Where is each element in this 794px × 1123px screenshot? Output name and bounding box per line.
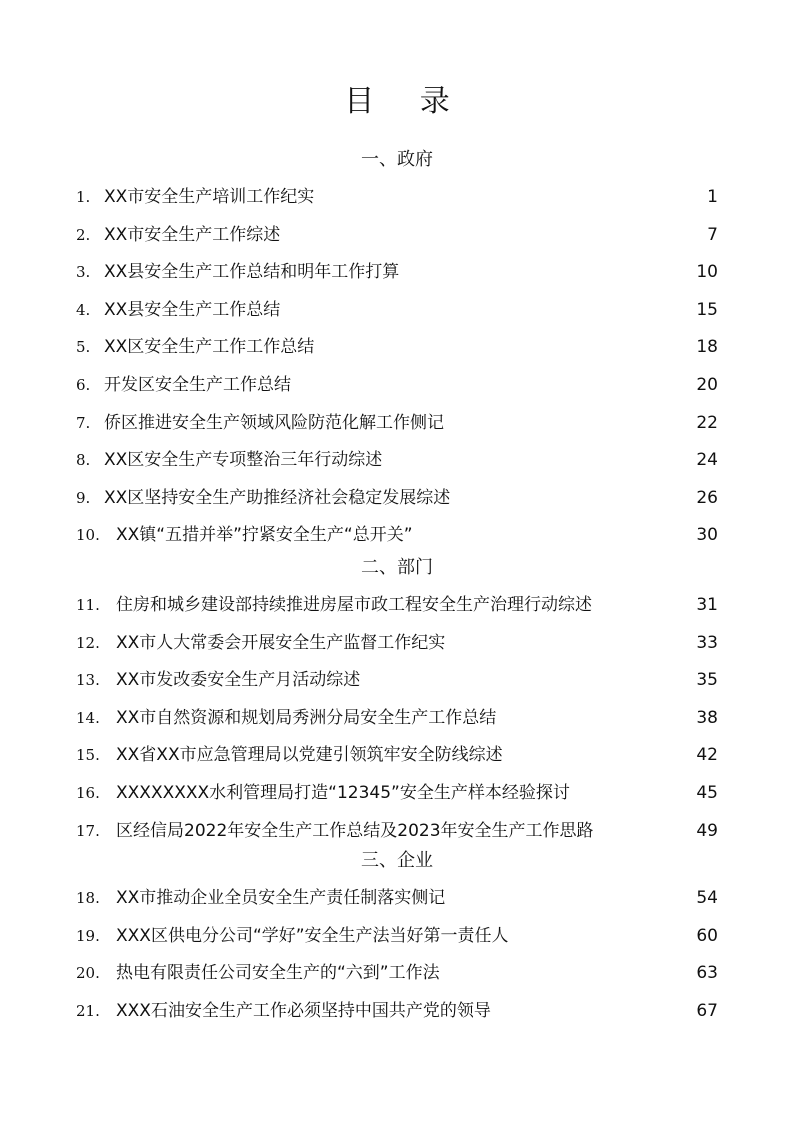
toc-entry[interactable] [76, 522, 720, 548]
entry-page-number: 1 [707, 187, 718, 207]
entry-title: XX县安全生产工作总结和明年工作打算 [104, 262, 400, 283]
entry-number: 12. [76, 633, 100, 652]
entry-page-number: 54 [696, 888, 718, 908]
toc-entry[interactable] [76, 885, 720, 911]
toc-entry[interactable] [76, 334, 720, 360]
entry-number: 15. [76, 746, 100, 765]
toc-entry[interactable] [76, 184, 720, 210]
entry-title: XXXXXXXX水利管理局打造“12345”安全生产样本经验探讨 [116, 783, 570, 803]
entry-page-number: 67 [696, 1000, 718, 1021]
entry-page-number: 24 [696, 450, 718, 471]
entry-title: XX省XX市应急管理局以党建引领筑牢安全防线综述 [116, 745, 503, 766]
entry-page-number: 63 [696, 963, 718, 984]
toc-entry[interactable] [76, 259, 720, 285]
entry-page-number: 30 [696, 525, 718, 546]
entry-page-number: 38 [696, 707, 718, 728]
entry-title: XX市发改委安全生产月活动综述 [116, 670, 361, 691]
entry-title: XX区安全生产工作工作总结 [104, 337, 315, 358]
toc-entry[interactable] [76, 705, 720, 731]
entry-title: XX市人大常委会开展安全生产监督工作纪实 [116, 632, 446, 653]
entry-number: 1. [76, 188, 91, 206]
entry-page-number: 22 [696, 412, 718, 433]
toc-entry[interactable] [76, 447, 720, 473]
toc-entry[interactable] [76, 923, 720, 949]
entry-title: XX镇“五措并举”拧紧安全生产“总开关” [116, 525, 413, 546]
toc-entry[interactable] [76, 297, 720, 323]
entry-number: 21. [76, 1001, 100, 1020]
entry-number: 16. [76, 784, 100, 802]
entry-title: XXX石油安全生产工作必须坚持中国共产党的领导 [116, 1000, 491, 1021]
toc-entry[interactable] [76, 818, 720, 844]
entry-number: 20. [76, 964, 100, 983]
page-title: 目 录 [344, 84, 468, 119]
entry-number: 4. [76, 300, 91, 319]
entry-title: XX区坚持安全生产助推经济社会稳定发展综述 [104, 487, 451, 508]
entry-title: XXX区供电分公司“学好”安全生产法当好第一责任人 [116, 925, 509, 946]
entry-number: 14. [76, 708, 100, 727]
entry-number: 11. [76, 596, 100, 614]
toc-entry[interactable] [76, 410, 720, 436]
entry-title: 住房和城乡建设部持续推进房屋市政工程安全生产治理行动综述 [116, 595, 592, 615]
entry-number: 7. [76, 413, 91, 432]
entry-page-number: 45 [696, 783, 718, 803]
entry-title: XX市安全生产培训工作纪实 [104, 187, 315, 207]
entry-title: XX县安全生产工作总结 [104, 299, 281, 320]
entry-number: 9. [76, 488, 91, 507]
section-heading: 一、政府 [361, 149, 433, 170]
entry-page-number: 7 [707, 224, 718, 245]
entry-title: XX市自然资源和规划局秀洲分局安全生产工作总结 [116, 707, 497, 728]
entry-page-number: 60 [696, 925, 718, 946]
toc-entry[interactable] [76, 630, 720, 656]
toc-entry[interactable] [76, 485, 720, 511]
entry-number: 19. [76, 926, 100, 945]
toc-entry[interactable] [76, 998, 720, 1024]
section-heading: 二、部门 [361, 557, 433, 578]
toc-entry[interactable] [76, 222, 720, 248]
toc-entry[interactable] [76, 592, 720, 618]
entry-title: 热电有限责任公司安全生产的“六到”工作法 [116, 963, 440, 984]
entry-page-number: 18 [696, 337, 718, 358]
entry-number: 6. [76, 376, 91, 394]
entry-title: XX区安全生产专项整治三年行动综述 [104, 450, 383, 471]
entry-number: 8. [76, 451, 91, 470]
entry-page-number: 49 [696, 820, 718, 841]
entry-title: XX市推动企业全员安全生产责任制落实侧记 [116, 888, 446, 908]
toc-entry[interactable] [76, 667, 720, 693]
entry-number: 13. [76, 671, 100, 690]
entry-number: 5. [76, 338, 91, 357]
entry-page-number: 35 [696, 670, 718, 691]
entry-page-number: 20 [696, 375, 718, 395]
entry-title: 区经信局2022年安全生产工作总结及2023年安全生产工作思路 [116, 820, 594, 841]
entry-title: XX市安全生产工作综述 [104, 224, 281, 245]
toc-entry[interactable] [76, 780, 720, 806]
entry-page-number: 33 [696, 632, 718, 653]
entry-title: 侨区推进安全生产领域风险防范化解工作侧记 [104, 412, 444, 433]
toc-entry[interactable] [76, 372, 720, 398]
entry-number: 3. [76, 263, 91, 282]
toc-entry[interactable] [76, 742, 720, 768]
section-heading: 三、企业 [361, 850, 433, 871]
entry-page-number: 42 [696, 745, 718, 766]
entry-number: 10. [76, 526, 100, 545]
entry-page-number: 31 [696, 595, 718, 615]
entry-page-number: 10 [696, 262, 718, 283]
entry-page-number: 15 [696, 299, 718, 320]
entry-title: 开发区安全生产工作总结 [104, 375, 291, 395]
entry-number: 18. [76, 889, 100, 907]
entry-number: 2. [76, 225, 91, 244]
toc-entry[interactable] [76, 960, 720, 986]
entry-number: 17. [76, 821, 100, 840]
entry-page-number: 26 [696, 487, 718, 508]
